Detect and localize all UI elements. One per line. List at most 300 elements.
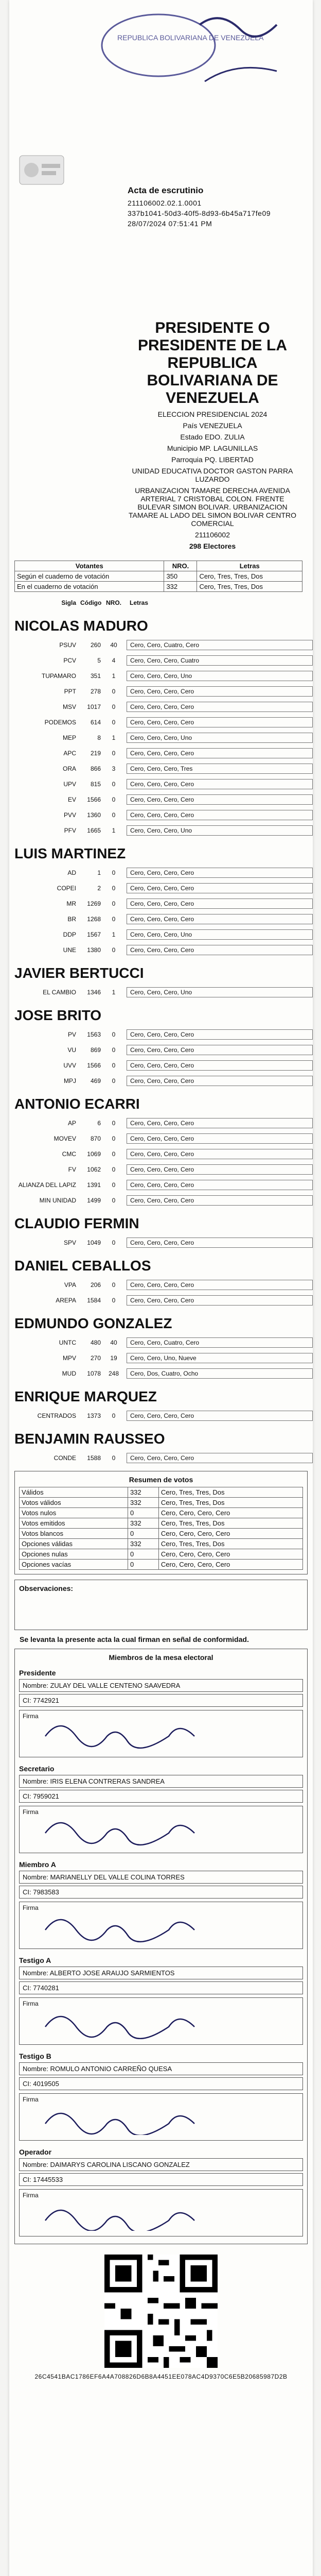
party-sigla: VPA [64,1281,76,1289]
candidate-name: BENJAMIN RAUSSEO [14,1431,165,1447]
party-votes: 0 [112,1239,116,1246]
party-votes: 0 [112,1197,116,1204]
summary-number: 350 [164,571,197,582]
party-row [14,1450,313,1466]
party-votes: 1 [112,931,116,938]
member-name: Nombre: IRIS ELENA CONTRERAS SANDREA [19,1775,303,1788]
party-row [14,1177,313,1193]
party-sigla: AREPA [56,1297,76,1304]
member-ci: CI: 7983583 [19,1886,303,1899]
party-votes: 0 [112,796,116,803]
party-letters: Cero, Cero, Cero, Cero [127,945,313,955]
party-letters: Cero, Cero, Cero, Cero [127,1238,313,1248]
signature-box [19,2189,303,2236]
stamp-text: REPUBLICA BOLIVARIANA DE VENEZUELA [117,33,264,42]
party-sigla: TUPAMARO [41,672,76,680]
party-votes: 248 [108,1370,119,1377]
party-code: 260 [90,641,101,649]
party-row [14,1235,313,1250]
col-letras: Letras [197,561,302,571]
party-row [14,1162,313,1177]
party-code: 870 [90,1135,101,1142]
official-stamp [97,4,292,128]
table-row [20,1518,303,1529]
member-role: Miembro A [19,1860,56,1869]
party-sigla: EV [67,796,76,803]
party-letters: Cero, Cero, Cero, Cero [127,810,313,820]
party-sigla: MSV [62,703,76,710]
party-sigla: UPV [63,781,76,788]
center-info [128,410,297,550]
candidate-name: JOSE BRITO [14,1007,102,1023]
party-row [14,730,313,745]
resumen-label: Votos blancos [20,1529,128,1539]
resumen-number: 0 [128,1549,158,1560]
resumen-letters: Cero, Cero, Cero, Cero [158,1549,302,1560]
party-row [14,1335,313,1350]
election-title: PRESIDENTE O PRESIDENTE DE LA REPUBLICA BOLIVARIANA DE VENEZUELA [137,319,288,406]
header-area [9,0,313,319]
firma-label: Firma [23,2192,39,2199]
footer-hash: 26C4541BAC1786EF6A4A708826D6B8A4451EE078AC4D9370C6E5B20685987D2B [34,2373,288,2380]
party-sigla: UNTC [59,1339,76,1346]
resumen-letters: Cero, Tres, Tres, Dos [158,1539,302,1549]
party-votes: 0 [112,1120,116,1127]
party-row [14,684,313,699]
party-letters: Cero, Cero, Cero, Cero [127,1118,313,1128]
candidate-name: DANIEL CEBALLOS [14,1258,151,1274]
party-row [14,823,313,838]
party-code: 5 [97,657,101,664]
mesa-member-operador [19,2148,303,2236]
party-votes: 0 [112,1062,116,1069]
party-votes: 19 [110,1354,117,1362]
resumen-letters: Cero, Cero, Cero, Cero [158,1529,302,1539]
header-letras: Letras [130,599,149,606]
party-votes: 1 [112,734,116,741]
party-code: 278 [90,688,101,695]
summary-label: Según el cuaderno de votación [15,571,164,582]
center-name: UNIDAD EDUCATIVA DOCTOR GASTON PARRA LUZARDO [132,467,293,483]
party-row [14,699,313,715]
party-letters: Cero, Cero, Cero, Cero [127,1029,313,1040]
candidate-name: CLAUDIO FERMIN [14,1215,139,1231]
party-code: 1567 [87,931,101,938]
party-sigla: SPV [63,1239,76,1246]
party-letters: Cero, Cero, Cero, Uno [127,671,313,681]
party-votes: 1 [112,989,116,996]
handwritten-signature [40,2003,205,2039]
acta-document [9,0,313,2576]
table-row [20,1549,303,1560]
resumen-letters: Cero, Cero, Cero, Cero [158,1508,302,1518]
party-code: 351 [90,672,101,680]
party-code: 1360 [87,811,101,819]
mesa-member-presidente [19,1669,303,1757]
member-ci: CI: 4019505 [19,2077,303,2090]
party-sigla: PV [67,1031,76,1038]
party-votes: 0 [112,1281,116,1289]
party-letters: Cero, Cero, Cero, Uno [127,987,313,997]
party-sigla: ALIANZA DEL LAPIZ [18,1181,76,1189]
municipality: Municipio MP. LAGUNILLAS [167,444,258,452]
party-row [14,1350,313,1366]
party-sigla: MR [66,900,76,907]
party-sigla: BR [67,916,76,923]
resumen-label: Opciones válidas [20,1539,128,1549]
mesa-section [14,1649,308,2244]
party-votes: 4 [112,657,116,664]
party-votes: 3 [112,765,116,772]
firma-label: Firma [23,2096,39,2103]
candidate-name: JAVIER BERTUCCI [14,965,144,981]
party-code: 1373 [87,1412,101,1419]
firma-label: Firma [23,1713,39,1720]
party-sigla: MPV [62,1354,76,1362]
party-votes: 0 [112,688,116,695]
party-sigla: PODEMOS [44,719,76,726]
party-code: 1269 [87,900,101,907]
resumen-number: 0 [128,1508,158,1518]
handwritten-signature [40,2099,205,2135]
member-role: Secretario [19,1765,55,1773]
firma-label: Firma [23,1904,39,1911]
party-letters: Cero, Cero, Cero, Cero [127,914,313,924]
member-role: Testigo A [19,1956,51,1964]
party-sigla: UVV [63,1062,76,1069]
signature-box [19,1997,303,2045]
party-votes: 40 [110,1339,117,1346]
candidate-name: LUIS MARTINEZ [14,845,126,861]
party-code: 1588 [87,1454,101,1462]
mesa-member-testigo-b [19,2052,303,2141]
party-sigla: MPJ [64,1077,76,1084]
acta-serial: 211106002.02.1.0001 [128,199,202,207]
party-code: 1268 [87,916,101,923]
party-sigla: MEP [62,734,76,741]
resumen-number: 332 [128,1539,158,1549]
party-votes: 0 [112,916,116,923]
party-sigla: EL CAMBIO [43,989,76,996]
party-votes: 0 [112,885,116,892]
party-letters: Cero, Cero, Cero, Cero [127,1453,313,1463]
party-code: 2 [97,885,101,892]
party-row [14,761,313,776]
party-votes: 0 [112,719,116,726]
resumen-title: Resumen de votos [129,1476,193,1484]
handwritten-signature [40,1811,205,1848]
handwritten-signature [40,2195,205,2231]
cne-logo [19,155,65,185]
party-votes: 1 [112,827,116,834]
party-sigla: CENTRADOS [37,1412,76,1419]
party-row [14,985,313,1000]
party-letters: Cero, Cero, Cero, Cero [127,1280,313,1290]
party-letters: Cero, Cero, Cero, Cero [127,1060,313,1071]
party-letters: Cero, Cero, Cero, Cero [127,1149,313,1159]
party-letters: Cero, Cero, Cero, Cero [127,1076,313,1086]
party-letters: Cero, Cero, Cero, Cero [127,686,313,697]
party-row [14,715,313,730]
party-sigla: FV [68,1166,76,1173]
column-header-row [14,595,313,611]
party-row [14,865,313,880]
member-ci: CI: 17445533 [19,2173,303,2186]
qr-code [104,2255,218,2368]
party-row [14,668,313,684]
mesa-title: Miembros de la mesa electoral [109,1653,213,1662]
member-name: Nombre: ALBERTO JOSE ARAUJO SARMIENTOS [19,1967,303,1979]
candidate-name: ANTONIO ECARRI [14,1096,140,1112]
parish: Parroquia PQ. LIBERTAD [171,455,254,464]
party-votes: 1 [112,672,116,680]
party-row [14,1146,313,1162]
party-row [14,1408,313,1423]
party-row [14,1042,313,1058]
party-code: 1 [97,869,101,876]
member-name: Nombre: MARIANELLY DEL VALLE COLINA TORRES [19,1871,303,1884]
party-votes: 0 [112,900,116,907]
firma-label: Firma [23,1808,39,1816]
resumen-label: Votos nulos [20,1508,128,1518]
party-sigla: PFV [64,827,76,834]
party-code: 1017 [87,703,101,710]
mesa-member-miembro-a [19,1860,303,1949]
party-sigla: COPEI [57,885,76,892]
party-row [14,1131,313,1146]
party-letters: Cero, Cero, Cero, Tres [127,764,313,774]
member-ci: CI: 7959021 [19,1790,303,1803]
party-row [14,745,313,761]
party-sigla: PCV [63,657,76,664]
party-code: 815 [90,781,101,788]
header-nro: NRO. [106,599,121,606]
party-row [14,776,313,792]
party-code: 1566 [87,796,101,803]
resumen-section [14,1471,308,1574]
party-votes: 0 [112,811,116,819]
candidate-name: EDMUNDO GONZALEZ [14,1315,172,1331]
resumen-label: Opciones nulas [20,1549,128,1560]
closing-text: Se levanta la presente acta la cual firman en señal de conformidad. [20,1635,249,1643]
party-code: 469 [90,1077,101,1084]
party-row [14,792,313,807]
party-sigla: APC [63,750,76,757]
party-letters: Cero, Cero, Cero, Uno [127,733,313,743]
resumen-number: 332 [128,1487,158,1498]
party-code: 1566 [87,1062,101,1069]
candidate-list [9,618,313,1466]
party-letters: Cero, Cero, Cero, Cero [127,717,313,727]
party-votes: 0 [112,1150,116,1158]
party-votes: 0 [112,946,116,954]
party-row [14,1027,313,1042]
party-letters: Cero, Cero, Cero, Cero [127,779,313,789]
party-sigla: MUD [62,1370,76,1377]
party-sigla: AD [67,869,76,876]
party-code: 1069 [87,1150,101,1158]
party-sigla: MIN UNIDAD [39,1197,76,1204]
party-votes: 0 [112,1181,116,1189]
party-votes: 40 [110,641,117,649]
party-row [14,911,313,927]
handwritten-signature [40,1907,205,1943]
center-address: URBANIZACION TAMARE DERECHA AVENIDA ARTERIAL 7 CRISTOBAL COLON. FRENTE BULEVAR SIMON BOLIVAR. URBANIZACION TAMARE AL LADO DEL SIMON BOLIVAR CENTRO COMERCIAL [129,486,296,528]
party-letters: Cero, Cero, Cero, Cero [127,1411,313,1421]
party-sigla: DDP [63,931,76,938]
party-sigla: AP [67,1120,76,1127]
member-role: Operador [19,2148,52,2156]
party-letters: Cero, Cero, Cuatro, Cero [127,640,313,650]
party-letters: Cero, Cero, Cero, Cero [127,1045,313,1055]
acta-hash: 337b1041-50d3-40f5-8d93-6b45a717fe09 [128,209,271,217]
electors: 298 Electores [189,542,236,550]
party-letters: Cero, Cero, Cero, Cuatro [127,655,313,666]
party-sigla: CONDE [53,1454,76,1462]
party-row [14,807,313,823]
member-name: Nombre: ROMULO ANTONIO CARREÑO QUESA [19,2062,303,2075]
party-sigla: CMC [62,1150,76,1158]
party-votes: 0 [112,781,116,788]
party-sigla: PPT [64,688,76,695]
party-votes: 0 [112,1046,116,1054]
resumen-label: Votos válidos [20,1498,128,1508]
party-row [14,1115,313,1131]
table-row [15,571,302,582]
table-row [20,1508,303,1518]
summary-table [14,561,302,592]
table-row [15,582,302,592]
resumen-table [19,1487,303,1570]
party-row [14,1277,313,1293]
observaciones-label: Observaciones: [19,1584,74,1592]
resumen-number: 0 [128,1529,158,1539]
member-name: Nombre: ZULAY DEL VALLE CENTENO SAAVEDRA [19,1679,303,1692]
party-code: 1380 [87,946,101,954]
summary-letters: Cero, Tres, Tres, Dos [197,582,302,592]
party-letters: Cero, Cero, Cero, Cero [127,868,313,878]
party-row [14,927,313,942]
party-row [14,1366,313,1381]
party-code: 270 [90,1354,101,1362]
party-code: 1078 [87,1370,101,1377]
party-letters: Cero, Cero, Uno, Nueve [127,1353,313,1363]
party-letters: Cero, Cero, Cero, Cero [127,899,313,909]
party-votes: 0 [112,1297,116,1304]
acta-title: Acta de escrutinio [128,185,204,195]
signature-box [19,1902,303,1949]
party-sigla: PVV [63,811,76,819]
party-sigla: PSUV [59,641,76,649]
party-row [14,653,313,668]
party-votes: 0 [112,1077,116,1084]
mesa-member-testigo-a [19,1956,303,2045]
table-row [20,1560,303,1570]
summary-letters: Cero, Tres, Tres, Dos [197,571,302,582]
table-row [20,1487,303,1498]
table-row [20,1498,303,1508]
resumen-label: Opciones vacías [20,1560,128,1570]
party-votes: 0 [112,1135,116,1142]
party-row [14,942,313,958]
firma-label: Firma [23,2000,39,2007]
party-code: 480 [90,1339,101,1346]
party-votes: 0 [112,1412,116,1419]
resumen-label: Votos emitidos [20,1518,128,1529]
resumen-label: Válidos [20,1487,128,1498]
party-code: 206 [90,1281,101,1289]
party-letters: Cero, Cero, Cero, Cero [127,1133,313,1144]
party-sigla: UNE [63,946,76,954]
party-letters: Cero, Dos, Cuatro, Ocho [127,1368,313,1379]
center-code: 211106002 [195,531,230,539]
party-letters: Cero, Cero, Cero, Cero [127,1295,313,1306]
party-row [14,1293,313,1308]
state: Estado EDO. ZULIA [180,433,245,441]
party-code: 1062 [87,1166,101,1173]
table-row [20,1529,303,1539]
party-code: 1563 [87,1031,101,1038]
election-line: ELECCION PRESIDENCIAL 2024 [157,410,268,418]
party-letters: Cero, Cero, Cero, Cero [127,794,313,805]
member-name: Nombre: DAIMARYS CAROLINA LISCANO GONZALEZ [19,2158,303,2171]
signature-box [19,1710,303,1757]
party-votes: 0 [112,1031,116,1038]
party-letters: Cero, Cero, Cero, Cero [127,883,313,893]
party-row [14,896,313,911]
party-code: 1584 [87,1297,101,1304]
party-code: 614 [90,719,101,726]
resumen-letters: Cero, Tres, Tres, Dos [158,1518,302,1529]
party-code: 1391 [87,1181,101,1189]
party-code: 869 [90,1046,101,1054]
party-votes: 0 [112,1454,116,1462]
party-sigla: ORA [62,765,76,772]
member-ci: CI: 7740281 [19,1981,303,1994]
handwritten-signature [40,1716,205,1752]
party-letters: Cero, Cero, Cero, Cero [127,702,313,712]
party-code: 1665 [87,827,101,834]
party-row [14,1073,313,1089]
resumen-number: 0 [128,1560,158,1570]
resumen-number: 332 [128,1498,158,1508]
party-letters: Cero, Cero, Cero, Uno [127,825,313,836]
party-code: 219 [90,750,101,757]
party-code: 866 [90,765,101,772]
party-code: 1049 [87,1239,101,1246]
party-votes: 0 [112,750,116,757]
summary-number: 332 [164,582,197,592]
col-nro: NRO. [164,561,197,571]
header-sigla: Sigla [61,599,76,606]
party-code: 6 [97,1120,101,1127]
summary-label: En el cuaderno de votación [15,582,164,592]
party-letters: Cero, Cero, Cero, Cero [127,1164,313,1175]
resumen-letters: Cero, Cero, Cero, Cero [158,1560,302,1570]
candidate-name: NICOLAS MADURO [14,618,148,634]
signature-box [19,1806,303,1853]
mesa-member-secretario [19,1765,303,1853]
acta-timestamp: 28/07/2024 07:51:41 PM [128,219,212,228]
resumen-letters: Cero, Tres, Tres, Dos [158,1498,302,1508]
party-votes: 0 [112,869,116,876]
party-row [14,637,313,653]
observaciones-box [14,1580,308,1630]
party-letters: Cero, Cero, Cero, Cero [127,1180,313,1190]
party-row [14,880,313,896]
header-codigo: Código [80,599,102,606]
party-code: 1346 [87,989,101,996]
